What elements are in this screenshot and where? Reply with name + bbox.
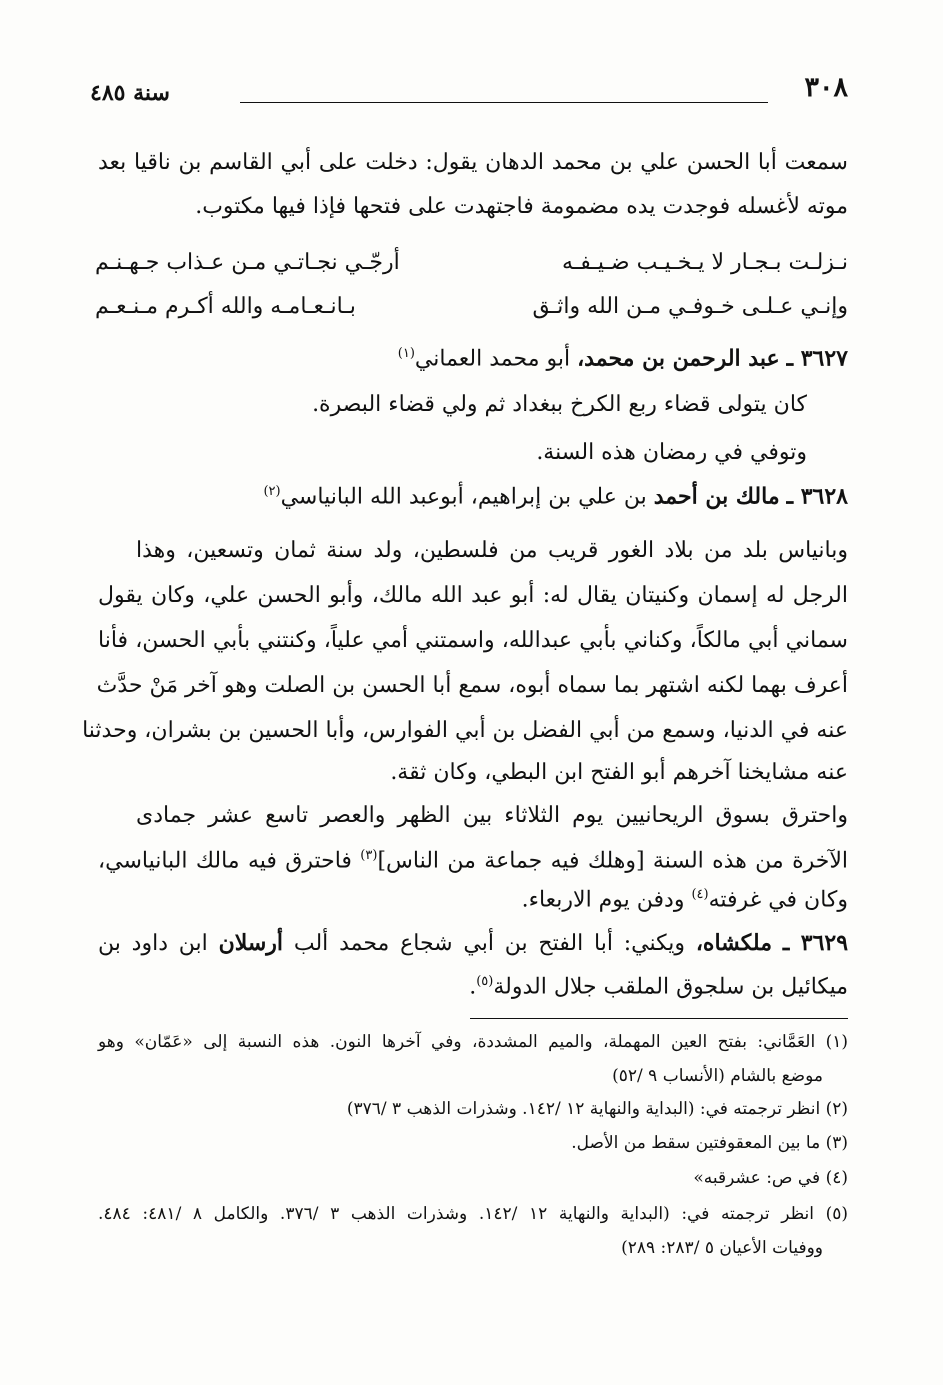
page-number: ٣٠٨ bbox=[804, 72, 848, 103]
footnote-2: (٢) انظر ترجمته في: (البداية والنهاية ١٢ /١٤٢. وشذرات الذهب ٣ /٣٧٦) bbox=[346, 1099, 848, 1119]
verse-2-first-hemistich: وإنـي عـلـى خـوفـي مـن الله واثـق bbox=[532, 294, 848, 319]
body-line: الرجل له إسمان وكنيتان يقال له: أبو عبد الله مالك، وأبو الحسن علي، وكان يقول bbox=[98, 583, 848, 608]
entry-name: عبد الرحمن بن محمد، bbox=[577, 345, 780, 372]
body-line: ميكائيل بن سلجوق الملقب جلال الدولة$^{(٥)}$. bbox=[469, 974, 848, 1000]
footnote-4: (٤) في ص: عشرقبه» bbox=[693, 1168, 848, 1188]
body-line: موته لأغسله فوجدت يده مضمومة فاجتهدت على فتحها فإذا فيها مكتوب. bbox=[195, 194, 848, 219]
footnote-ref: (٥) bbox=[476, 974, 494, 989]
entry-name: مالك بن أحمد bbox=[653, 483, 780, 510]
entry-name-part: أرسلان bbox=[218, 930, 284, 956]
body-line: عنه في الدنيا، وسمع من أبي الفضل بن أبي الفوارس، وأبا الحسين بن بشران، وحدثنا bbox=[82, 718, 848, 743]
entry-number: ٣٦٢٩ ـ bbox=[782, 930, 849, 956]
footnote-3: (٣) ما بين المعقوفتين سقط من الأصل. bbox=[571, 1133, 848, 1153]
footnote-ref: (٤) bbox=[691, 887, 709, 902]
entry-3629-heading: ٣٦٢٩ ـ ملكشاه، ويكني: أبا الفتح بن أبي شجاع محمد ألب أرسلان ابن داود بن bbox=[98, 930, 849, 956]
running-header bbox=[90, 72, 848, 112]
body-line: الآخرة من هذه السنة [وهلك فيه جماعة من الناس]$^{(٣)}$ فاحترق فيه مالك البانياسي، bbox=[98, 848, 848, 874]
entry-3628-heading bbox=[263, 485, 848, 508]
footnote-5: (٥) انظر ترجمته في: (البداية والنهاية ١٢ /١٤٢. وشذرات الذهب ٣ /٣٧٦. والكامل ٨ /٤٨١: ٤٨٤. bbox=[98, 1204, 849, 1224]
entry-name: ملكشاه، bbox=[695, 930, 773, 956]
verse-2-second-hemistich: بـانـعـامـه والله أكـرم مـنـعـم bbox=[95, 294, 356, 319]
year-label: سنة ٤٨٥ bbox=[90, 80, 170, 106]
entry-3627-heading bbox=[398, 347, 848, 370]
body-line: وبانياس بلد من بلاد الغور قريب من فلسطين، ولد سنة ثمان وتسعين، وهذا bbox=[136, 538, 848, 563]
body-line: سمعت أبا الحسن علي بن محمد الدهان يقول: دخلت على أبي القاسم بن ناقيا بعد bbox=[98, 150, 848, 175]
footnote-separator bbox=[470, 1018, 848, 1019]
footnote-ref: (٣) bbox=[360, 848, 378, 863]
verse-1-first-hemistich: نـزلـت بـجـار لا يـخـيـب ضـيـفـه bbox=[562, 250, 848, 275]
entry-number: ٣٦٢٨ ـ bbox=[786, 483, 848, 510]
body-line: واحترق بسوق الريحانيين يوم الثلاثاء بين الظهر والعصر تاسع عشر جمادى bbox=[136, 803, 848, 828]
entry-kunya: بن علي بن إبراهيم، أبوعبد الله البانياسي bbox=[280, 484, 647, 510]
footnote-1-cont: موضع بالشام (الأنساب ٩ /٥٢) bbox=[612, 1066, 823, 1086]
footnote-ref: (١) bbox=[397, 346, 415, 361]
verse-1-second-hemistich: أرجّـي نجـاتـي مـن عـذاب جـهـنـم bbox=[95, 250, 400, 275]
header-rule bbox=[240, 102, 768, 103]
body-line: وتوفي في رمضان هذه السنة. bbox=[536, 440, 807, 465]
footnote-5-cont: ووفيات الأعيان ٥ /٢٨٣: ٢٨٩) bbox=[621, 1238, 823, 1258]
body-line: كان يتولى قضاء ربع الكرخ ببغداد ثم ولي قضاء البصرة. bbox=[312, 392, 807, 417]
body-line: وكان في غرفته$^{(٤)}$ ودفن يوم الاربعاء. bbox=[521, 887, 848, 913]
footnote-1: (١) العَمَّاني: بفتح العين المهملة، والميم المشددة، وفي آخرها النون. هذه النسبة إلى «عَمّان» وهو bbox=[98, 1032, 848, 1052]
body-line: سماني أبي مالكاً، وكناني بأبي عبدالله، واسمتني أمي علياً، وكنتني بأبي الحسن، فأنا bbox=[98, 628, 848, 653]
footnote-ref: (٢) bbox=[263, 484, 281, 499]
entry-number: ٣٦٢٧ ـ bbox=[786, 345, 848, 372]
entry-kunya: أبو محمد العماني bbox=[414, 346, 571, 372]
body-line: أعرف بهما لكنه اشتهر بما سماه أبوه، سمع أبا الحسن بن الصلت وهو آخر مَنْ حدَّث bbox=[96, 673, 848, 698]
body-line: عنه مشايخنا آخرهم أبو الفتح ابن البطي، وكان ثقة. bbox=[390, 760, 848, 785]
